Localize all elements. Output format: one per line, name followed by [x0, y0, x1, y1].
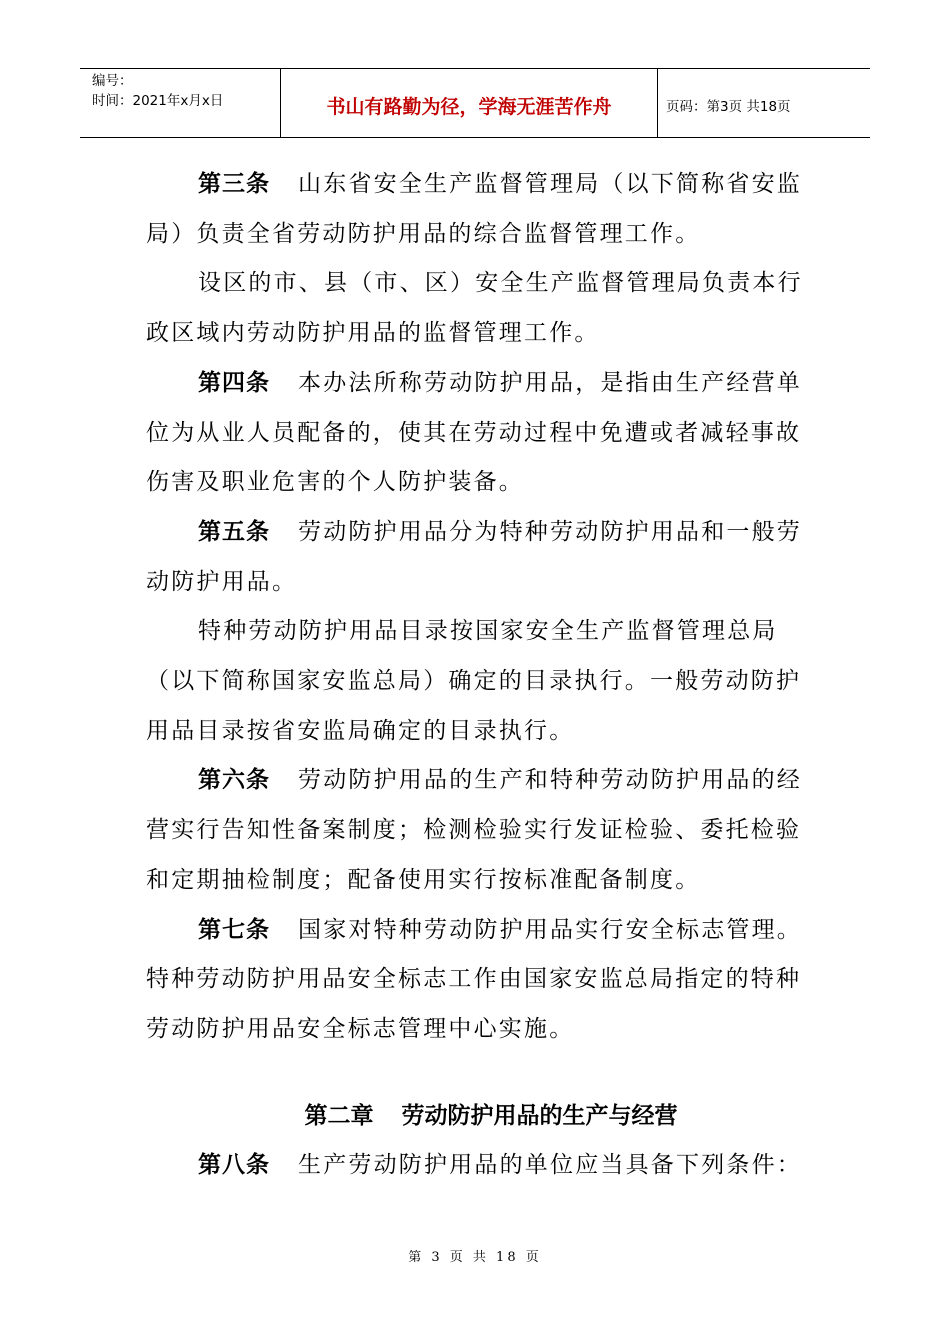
document-body — [146, 160, 816, 1190]
article-4 — [146, 359, 816, 508]
article-6 — [146, 756, 816, 905]
document-header — [80, 68, 870, 138]
article-title: 第四条 — [198, 369, 270, 396]
article-text: 生产劳动防护用品的单位应当具备下列条件： — [298, 1151, 802, 1178]
article-title: 第五条 — [198, 518, 270, 545]
document-time-label: 时间：2021年x月x日 — [92, 93, 224, 109]
article-text: 国家对特种劳动防护用品实行安全标志管理。特种劳动防护用品安全标志工作由国家安监总局指定的特种劳动防护用品安全标志管理中心实施。 — [146, 916, 802, 1042]
document-number-label: 编号： — [92, 73, 133, 89]
header-page-info: 页码：第3页 共18页 — [666, 99, 791, 115]
header-meta — [80, 69, 281, 137]
chapter-number: 第二章 — [304, 1102, 374, 1129]
article-text: 设区的市、县（市、区）安全生产监督管理局负责本行政区域内劳动防护用品的监督管理工作。 — [146, 270, 803, 347]
article-title: 第六条 — [198, 767, 270, 794]
article-text: 劳动防护用品的生产和特种劳动防护用品的经营实行告知性备案制度；检测检验实行发证检验、委托检验和定期抽检制度；配备使用实行按标准配备制度。 — [146, 767, 802, 893]
article-text: 特种劳动防护用品目录按国家安全生产监督管理总局（以下简称国家安监总局）确定的目录执行。一般劳动防护用品目录按省安监局确定的目录执行。 — [146, 618, 802, 744]
page-footer: 第 3 页 共 18 页 — [408, 1250, 542, 1265]
article-7 — [146, 906, 816, 1055]
article-8 — [146, 1141, 816, 1191]
article-title: 第三条 — [198, 171, 270, 197]
article-5 — [146, 508, 816, 607]
article-text: 劳动防护用品分为特种劳动防护用品和一般劳动防护用品。 — [146, 518, 802, 595]
article-text: 本办法所称劳动防护用品，是指由生产经营单位为从业人员配备的，使其在劳动过程中免遭或者减轻事故伤害及职业危害的个人防护装备。 — [146, 369, 802, 496]
article-title: 第八条 — [198, 1151, 270, 1178]
article-3-paragraph-2 — [146, 259, 816, 358]
article-5-paragraph-2 — [146, 607, 816, 756]
article-text: 山东省安全生产监督管理局（以下简称省安监局）负责全省劳动防护用品的综合监督管理工作。 — [146, 171, 802, 247]
article-title: 第七条 — [198, 916, 270, 943]
header-motto: 书山有路勤为径，学海无涯苦作舟 — [281, 69, 658, 137]
article-3 — [146, 160, 816, 259]
chapter-title: 劳动防护用品的生产与经营 — [401, 1102, 678, 1129]
chapter-heading — [146, 1091, 816, 1141]
